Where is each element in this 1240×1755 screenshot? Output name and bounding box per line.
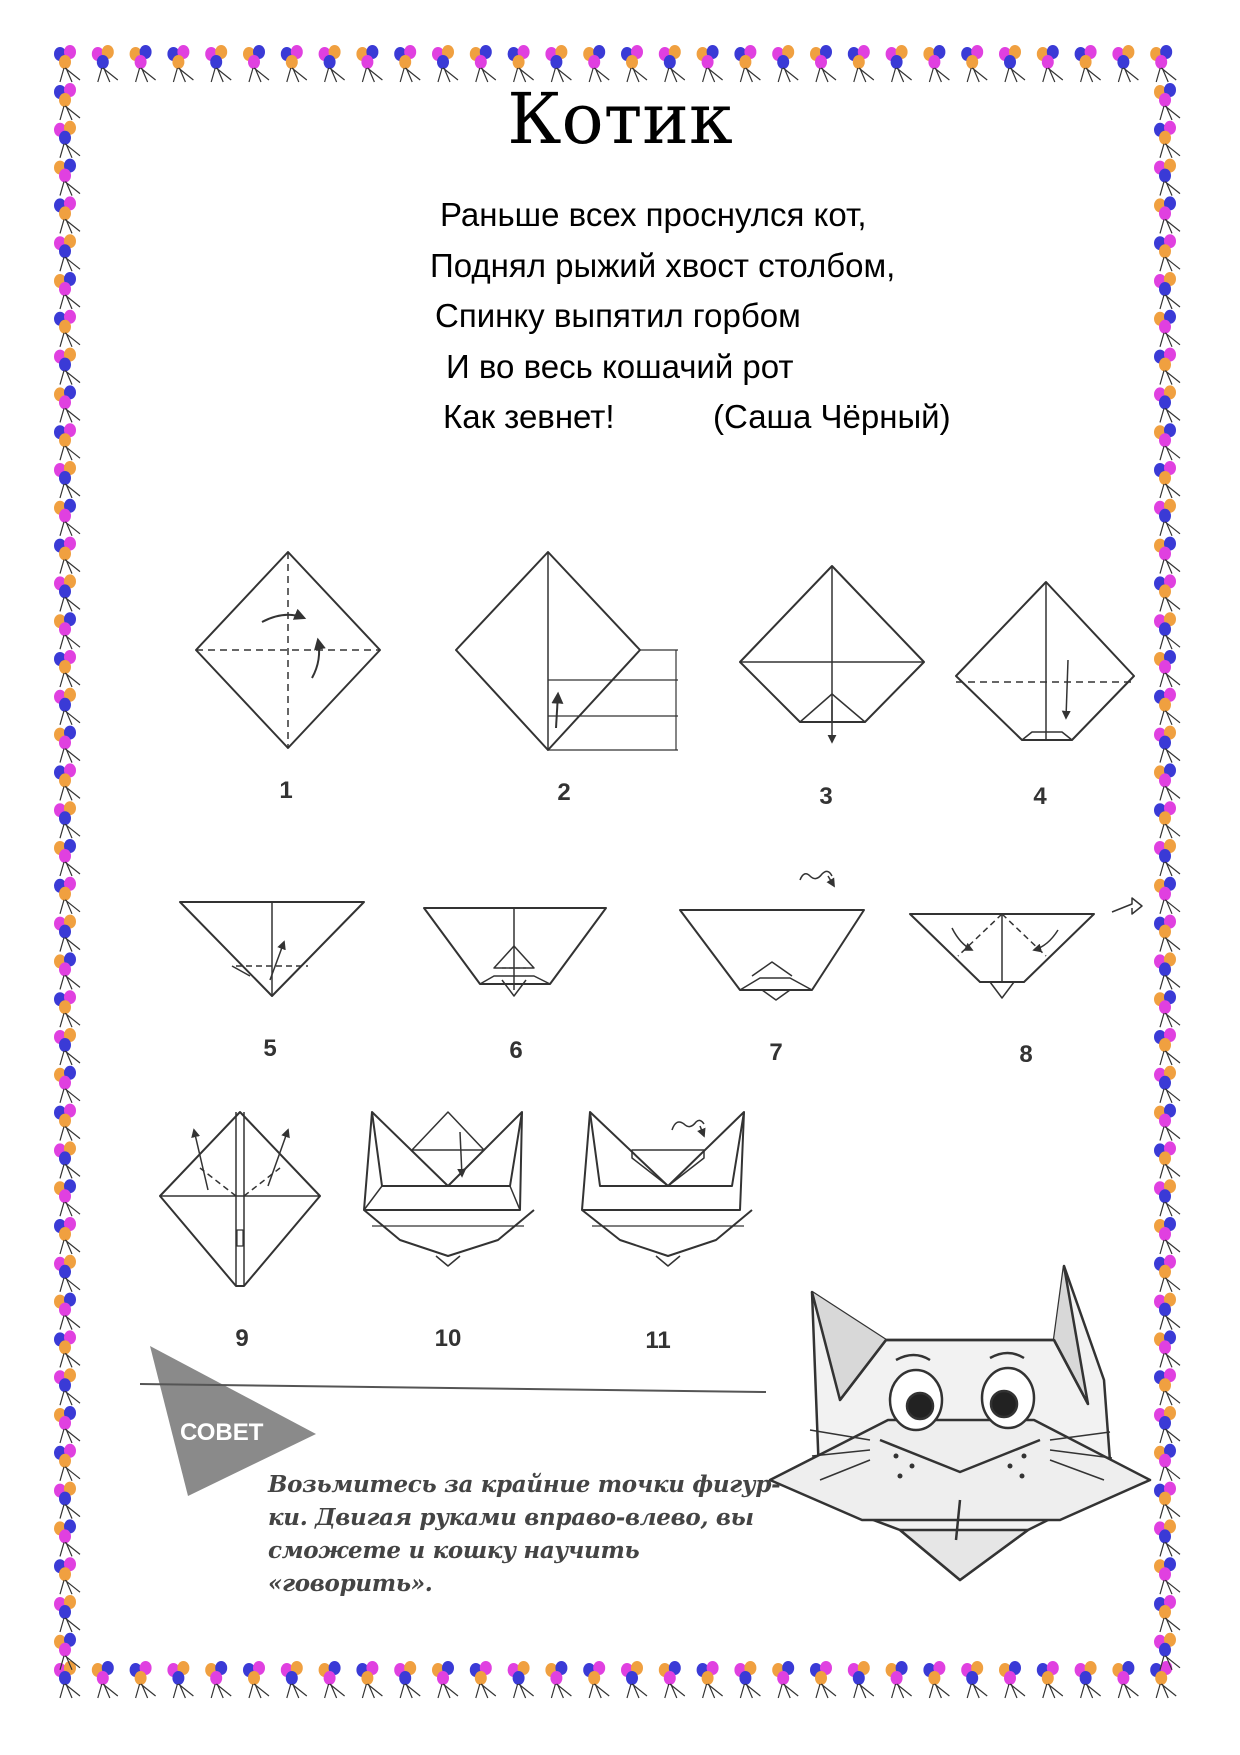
page-title: Котик	[507, 78, 733, 160]
step-number-9: 9	[235, 1325, 249, 1352]
step-number-2: 2	[557, 779, 571, 806]
step-8-diagram	[910, 898, 1142, 998]
tip-label: СОВЕТ	[180, 1419, 264, 1446]
tip-text	[268, 1468, 788, 1600]
poem-line-3: Спинку выпятил горбом	[435, 297, 801, 334]
poem-line-2: Поднял рыжий хвост столбом,	[430, 247, 896, 284]
step-3-diagram	[740, 566, 924, 742]
poem-line-5: Как зевнет!	[443, 398, 615, 435]
step-7-diagram	[680, 871, 864, 1000]
step-number-5: 5	[263, 1035, 277, 1062]
poem-line-1: Раньше всех проснулся кот,	[440, 196, 867, 233]
step-number-10: 10	[434, 1325, 462, 1352]
finished-cat-illustration	[770, 1266, 1150, 1580]
tip-text-line-1: Возьмитесь за крайние точки фигур-	[268, 1471, 781, 1498]
step-1-diagram	[196, 552, 380, 748]
step-number-11: 11	[645, 1327, 671, 1354]
tip-text-line-3: сможете и кошку научить «говорить».	[268, 1537, 640, 1597]
step-6-diagram	[424, 908, 606, 996]
step-9-diagram	[160, 1112, 320, 1286]
tip-text-line-2: ки. Двигая руками вправо-влево, вы	[268, 1504, 754, 1531]
step-number-8: 8	[1019, 1041, 1033, 1068]
step-number-4: 4	[1033, 783, 1047, 810]
step-10-diagram	[364, 1112, 534, 1266]
step-4-diagram	[956, 582, 1134, 740]
poem-line-4: И во весь кошачий рот	[446, 348, 794, 385]
step-number-3: 3	[819, 783, 833, 810]
step-number-1: 1	[279, 777, 293, 804]
step-2-diagram	[456, 552, 678, 750]
step-5-diagram	[180, 902, 364, 996]
step-11-diagram	[582, 1112, 752, 1266]
step-number-7: 7	[769, 1039, 783, 1066]
poem-author: (Саша Чёрный)	[713, 398, 951, 435]
step-number-6: 6	[509, 1037, 523, 1064]
